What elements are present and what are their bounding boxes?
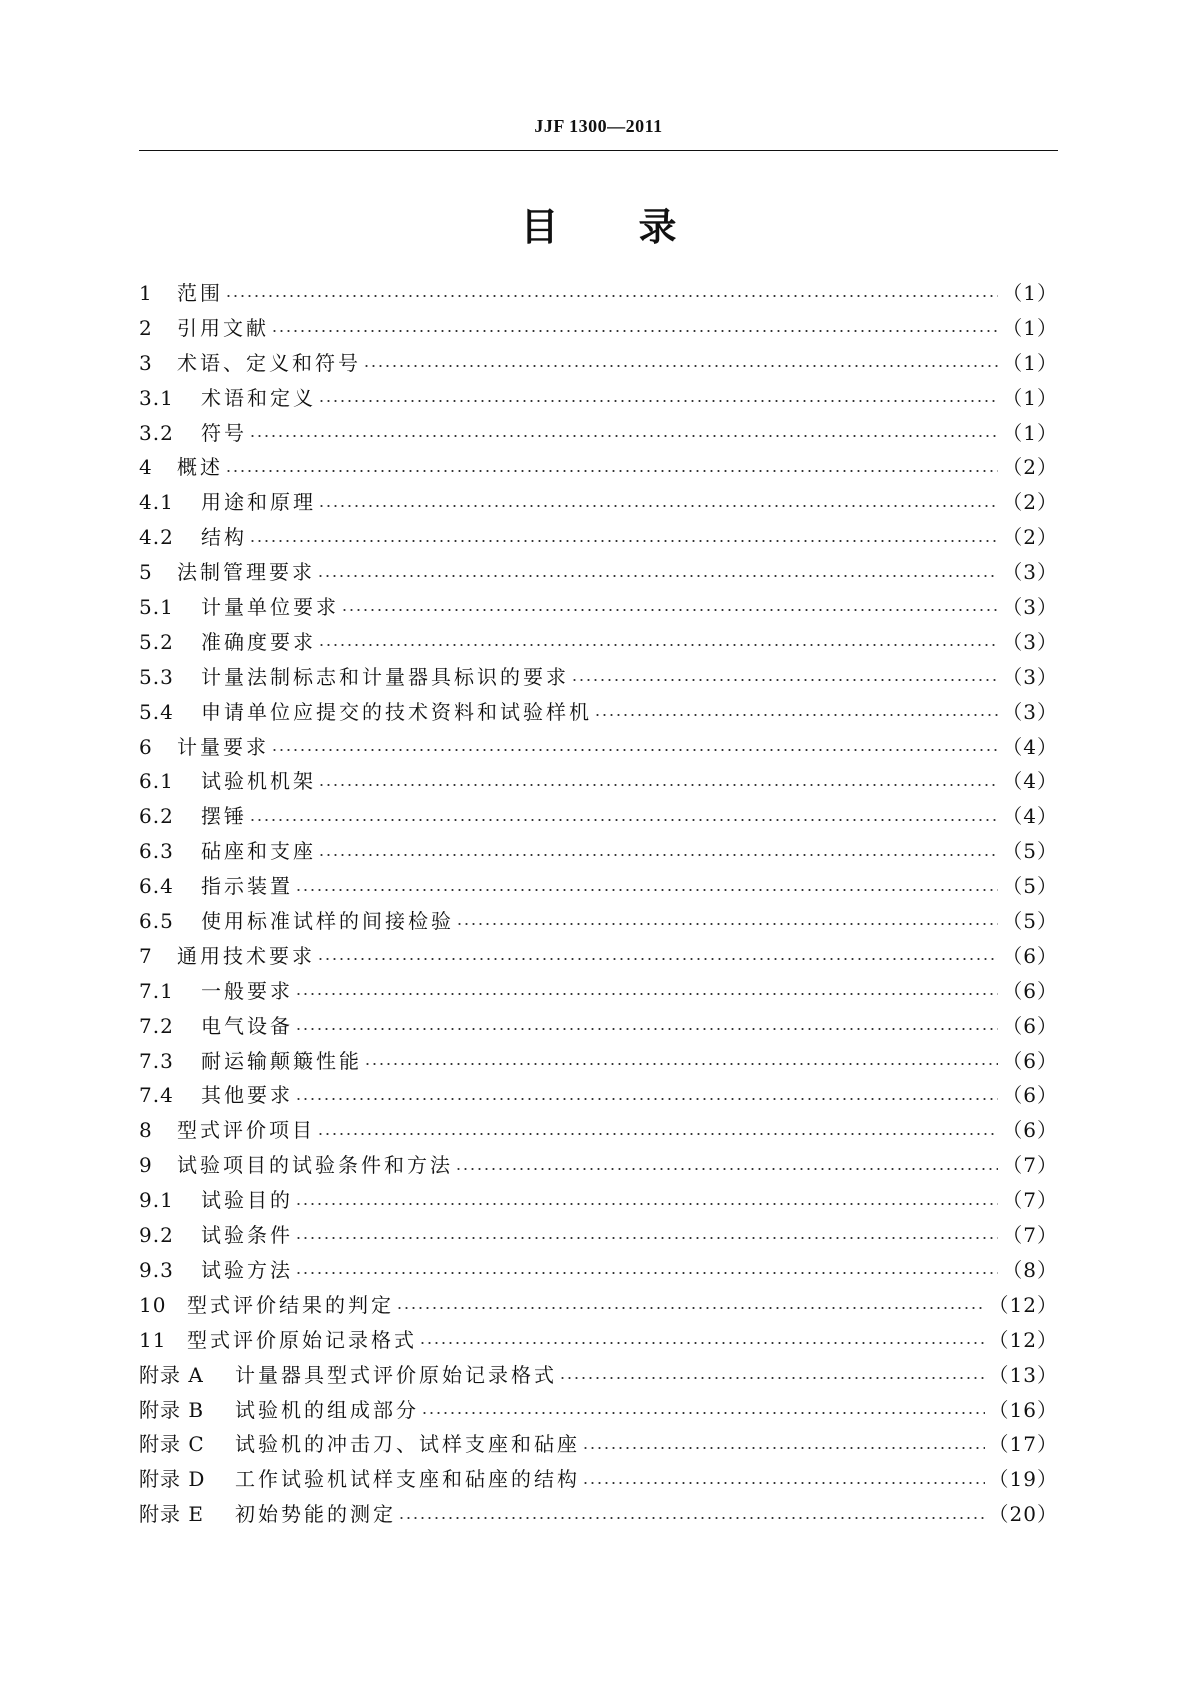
toc-dot-leader: [364, 1062, 998, 1066]
toc-entry-title: 申请单位应提交的技术资料和试验样机: [201, 699, 592, 724]
toc-entry-number: 5.2: [139, 629, 174, 654]
toc-entry[interactable]: [139, 555, 1058, 590]
toc-dot-leader: [421, 1411, 985, 1415]
toc-dot-leader: [249, 539, 998, 543]
toc-entry-title: 型式评价项目: [177, 1118, 315, 1143]
toc-entry-page: （1）: [1002, 350, 1058, 375]
toc-entry-page: （7）: [1002, 1188, 1058, 1213]
toc-entry-title: 工作试验机试样支座和砧座的结构: [235, 1467, 580, 1492]
toc-entry-number: 9.1: [139, 1188, 174, 1213]
toc-entry-title: 概述: [177, 455, 223, 480]
toc-entry-number: 7.4: [139, 1083, 174, 1108]
toc-entry-page: （1）: [1002, 315, 1058, 340]
toc-entry-page: （13）: [988, 1362, 1058, 1387]
toc-entry-page: （4）: [1002, 769, 1058, 794]
toc-dot-leader: [271, 748, 998, 752]
toc-entry-page: （7）: [1002, 1153, 1058, 1178]
toc-entry-page: （6）: [1002, 1083, 1058, 1108]
toc-entry-title: 试验方法: [201, 1257, 293, 1282]
toc-entry-title: 结构: [201, 525, 247, 550]
toc-dot-leader: [559, 1376, 985, 1380]
page-title: [139, 196, 1058, 251]
toc-entry[interactable]: [139, 834, 1058, 869]
toc-entry-title: 计量器具型式评价原始记录格式: [235, 1362, 557, 1387]
toc-entry-page: （5）: [1002, 909, 1058, 934]
toc-entry-title: 一般要求: [201, 978, 293, 1003]
toc-dot-leader: [225, 294, 998, 298]
toc-entry-number: 4.2: [139, 525, 174, 550]
toc-entry[interactable]: [139, 764, 1058, 799]
toc-entry-title: 法制管理要求: [177, 560, 315, 585]
toc-dot-leader: [594, 713, 998, 717]
toc-entry-number: 6.3: [139, 839, 174, 864]
toc-dot-leader: [317, 574, 998, 578]
toc-entry-page: （4）: [1002, 734, 1058, 759]
toc-dot-leader: [341, 608, 998, 612]
toc-entry-number: 9.3: [139, 1257, 174, 1282]
toc-entry[interactable]: [139, 381, 1058, 416]
toc-entry-page: （3）: [1002, 560, 1058, 585]
toc-entry[interactable]: [139, 730, 1058, 765]
toc-entry-page: （3）: [1002, 595, 1058, 620]
document-code-header: JJF 1300—2011: [534, 116, 663, 136]
toc-entry[interactable]: [139, 1078, 1058, 1113]
toc-entry[interactable]: [139, 625, 1058, 660]
toc-entry-number: 附录 C: [139, 1432, 205, 1457]
toc-entry-title: 型式评价原始记录格式: [187, 1327, 417, 1352]
toc-entry-number: 3: [139, 350, 153, 375]
header-rule: [139, 150, 1058, 151]
toc-entry-number: 6.4: [139, 874, 174, 899]
toc-entry-title: 试验机机架: [201, 769, 316, 794]
toc-entry-page: （2）: [1002, 455, 1058, 480]
toc-entry-page: （5）: [1002, 874, 1058, 899]
toc-entry[interactable]: [139, 1113, 1058, 1148]
toc-entry-number: 附录 A: [139, 1362, 204, 1387]
toc-entry-title: 符号: [201, 420, 247, 445]
toc-entry-title: 计量单位要求: [201, 595, 339, 620]
toc-dot-leader: [295, 1236, 998, 1240]
title-char-1: 目: [520, 205, 559, 249]
toc-entry-number: 6.5: [139, 909, 174, 934]
toc-dot-leader: [363, 364, 998, 368]
toc-entry[interactable]: [139, 974, 1058, 1009]
toc-entry-number: 附录 E: [139, 1502, 204, 1527]
toc-entry-page: （6）: [1002, 1013, 1058, 1038]
toc-entry-page: （6）: [1002, 1118, 1058, 1143]
toc-entry-page: （6）: [1002, 943, 1058, 968]
toc-entry-page: （16）: [988, 1397, 1058, 1422]
toc-entry[interactable]: [139, 1323, 1058, 1358]
toc-entry[interactable]: [139, 869, 1058, 904]
toc-entry-page: （20）: [988, 1502, 1058, 1527]
toc-entry[interactable]: [139, 416, 1058, 451]
toc-entry-page: （2）: [1002, 525, 1058, 550]
toc-dot-leader: [318, 783, 998, 787]
toc-entry[interactable]: [139, 1497, 1058, 1532]
toc-entry[interactable]: [139, 1288, 1058, 1323]
toc-entry[interactable]: [139, 904, 1058, 939]
toc-entry-number: 8: [139, 1118, 153, 1143]
toc-dot-leader: [249, 818, 998, 822]
toc-entry[interactable]: [139, 485, 1058, 520]
toc-entry-number: 4: [139, 455, 153, 480]
toc-entry-page: （7）: [1002, 1223, 1058, 1248]
toc-entry-title: 指示装置: [201, 874, 293, 899]
toc-entry-number: 5.3: [139, 664, 174, 689]
title-char-2: 录: [638, 205, 677, 249]
toc-entry-page: （12）: [988, 1327, 1058, 1352]
toc-entry-page: （3）: [1002, 664, 1058, 689]
toc-entry-number: 3.2: [139, 420, 174, 445]
toc-entry[interactable]: [139, 660, 1058, 695]
toc-entry[interactable]: [139, 1462, 1058, 1497]
toc-entry-number: 7: [139, 943, 153, 968]
toc-dot-leader: [295, 1271, 998, 1275]
toc-entry-title: 电气设备: [201, 1013, 293, 1038]
toc-entry[interactable]: [139, 1427, 1058, 1462]
toc-entry-page: （1）: [1002, 281, 1058, 305]
toc-entry-number: 附录 D: [139, 1467, 206, 1492]
toc-entry[interactable]: [139, 799, 1058, 834]
toc-entry-number: 7.1: [139, 978, 174, 1003]
toc-entry-page: （17）: [988, 1432, 1058, 1457]
toc-entry-number: 5.4: [139, 699, 174, 724]
toc-dot-leader: [571, 678, 998, 682]
toc-entry-title: 术语、定义和符号: [177, 350, 361, 375]
toc-dot-leader: [582, 1481, 985, 1485]
toc-entry-number: 9.2: [139, 1223, 174, 1248]
toc-entry[interactable]: [139, 695, 1058, 730]
toc-entry-number: 10: [139, 1292, 167, 1317]
toc-entry-page: （6）: [1002, 1048, 1058, 1073]
toc-entry-page: （8）: [1002, 1257, 1058, 1282]
toc-dot-leader: [271, 329, 998, 333]
toc-entry-page: （3）: [1002, 699, 1058, 724]
toc-dot-leader: [456, 922, 998, 926]
toc-dot-leader: [317, 957, 998, 961]
table-of-contents: [139, 276, 1058, 1532]
toc-dot-leader: [318, 504, 998, 508]
toc-entry-title: 引用文献: [177, 315, 269, 340]
toc-dot-leader: [318, 853, 998, 857]
toc-dot-leader: [318, 399, 998, 403]
toc-entry[interactable]: [139, 346, 1058, 381]
toc-entry-number: 5.1: [139, 595, 174, 620]
toc-entry[interactable]: [139, 520, 1058, 555]
toc-entry-title: 试验目的: [201, 1188, 293, 1213]
toc-entry-number: 4.1: [139, 490, 174, 515]
toc-entry-number: 7.3: [139, 1048, 174, 1073]
toc-entry-title: 用途和原理: [201, 490, 316, 515]
toc-entry-number: 9: [139, 1153, 153, 1178]
toc-entry[interactable]: [139, 1393, 1058, 1428]
toc-entry[interactable]: [139, 276, 1058, 311]
toc-entry-title: 通用技术要求: [177, 943, 315, 968]
toc-entry-title: 使用标准试样的间接检验: [201, 909, 454, 934]
toc-entry-page: （2）: [1002, 490, 1058, 515]
toc-entry-title: 耐运输颠簸性能: [201, 1048, 362, 1073]
toc-entry-title: 试验项目的试验条件和方法: [177, 1153, 453, 1178]
toc-dot-leader: [396, 1306, 985, 1310]
toc-entry[interactable]: [139, 311, 1058, 346]
toc-entry-number: 2: [139, 315, 153, 340]
toc-entry-title: 术语和定义: [201, 385, 316, 410]
toc-entry-page: （1）: [1002, 385, 1058, 410]
toc-dot-leader: [398, 1516, 985, 1520]
toc-entry[interactable]: [139, 1253, 1058, 1288]
toc-entry[interactable]: [139, 1044, 1058, 1079]
toc-entry-number: 7.2: [139, 1013, 174, 1038]
toc-entry-title: 计量法制标志和计量器具标识的要求: [201, 664, 569, 689]
toc-entry-number: 11: [139, 1327, 167, 1352]
toc-entry[interactable]: [139, 1218, 1058, 1253]
toc-dot-leader: [318, 643, 998, 647]
toc-entry-title: 型式评价结果的判定: [187, 1292, 394, 1317]
toc-entry-title: 试验机的冲击刀、试样支座和砧座: [235, 1432, 580, 1457]
toc-dot-leader: [295, 1097, 998, 1101]
toc-entry-page: （1）: [1002, 420, 1058, 445]
toc-dot-leader: [295, 888, 998, 892]
toc-entry-number: 附录 B: [139, 1397, 205, 1422]
toc-entry[interactable]: [139, 1009, 1058, 1044]
toc-dot-leader: [455, 1167, 998, 1171]
toc-entry-page: （12）: [988, 1292, 1058, 1317]
toc-entry-number: 1: [139, 281, 153, 305]
toc-dot-leader: [317, 1132, 998, 1136]
toc-dot-leader: [295, 992, 998, 996]
toc-dot-leader: [295, 1027, 998, 1031]
toc-entry-page: （6）: [1002, 978, 1058, 1003]
toc-entry-page: （3）: [1002, 629, 1058, 654]
toc-entry-number: 6.1: [139, 769, 174, 794]
toc-entry-title: 试验条件: [201, 1223, 293, 1248]
toc-entry-page: （4）: [1002, 804, 1058, 829]
toc-entry-title: 砧座和支座: [201, 839, 316, 864]
toc-entry-page: （5）: [1002, 839, 1058, 864]
toc-entry[interactable]: [139, 1183, 1058, 1218]
toc-entry[interactable]: [139, 1358, 1058, 1393]
toc-entry[interactable]: [139, 590, 1058, 625]
toc-entry-title: 其他要求: [201, 1083, 293, 1108]
toc-entry-title: 准确度要求: [201, 629, 316, 654]
toc-dot-leader: [582, 1446, 985, 1450]
toc-entry-title: 初始势能的测定: [235, 1502, 396, 1527]
toc-entry-number: 5: [139, 560, 153, 585]
toc-dot-leader: [295, 1202, 998, 1206]
toc-entry-title: 试验机的组成部分: [235, 1397, 419, 1422]
toc-dot-leader: [249, 434, 998, 438]
toc-entry-page: （19）: [988, 1467, 1058, 1492]
toc-entry-title: 计量要求: [177, 734, 269, 759]
toc-dot-leader: [419, 1341, 985, 1345]
toc-entry-number: 6.2: [139, 804, 174, 829]
toc-entry-title: 范围: [177, 281, 223, 305]
toc-entry[interactable]: [139, 450, 1058, 485]
toc-entry-number: 3.1: [139, 385, 174, 410]
toc-dot-leader: [225, 469, 998, 473]
toc-entry[interactable]: [139, 939, 1058, 974]
toc-entry-number: 6: [139, 734, 153, 759]
toc-entry[interactable]: [139, 1148, 1058, 1183]
toc-entry-title: 摆锤: [201, 804, 247, 829]
